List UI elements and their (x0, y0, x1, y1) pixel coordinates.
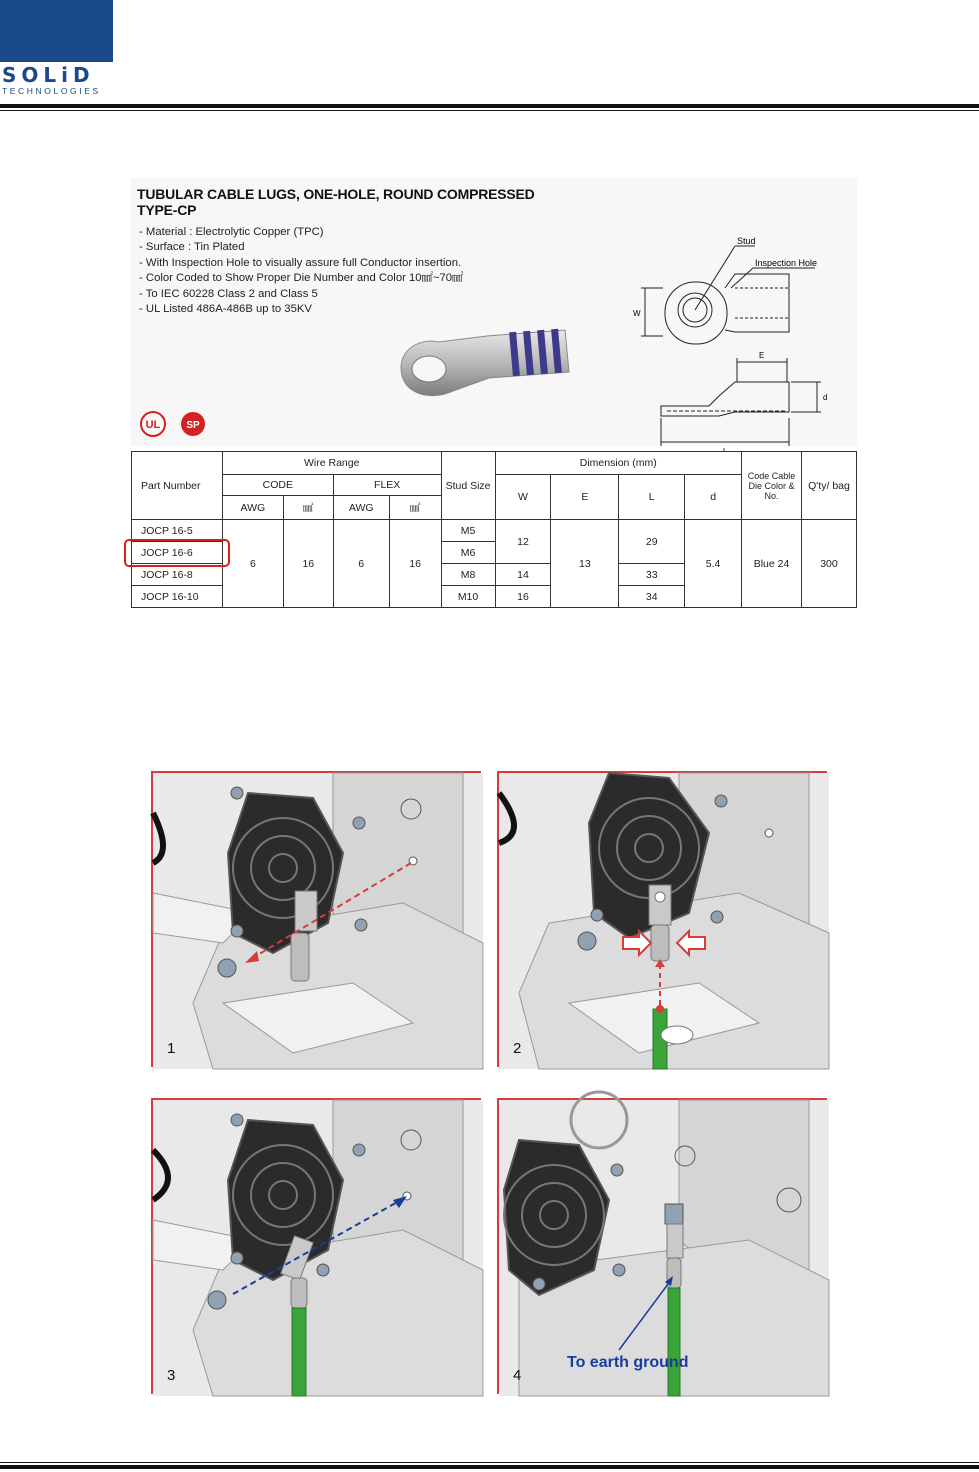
label-stud: Stud (737, 236, 756, 246)
header-l: L (619, 475, 685, 520)
header-d: d (685, 475, 742, 520)
feature-item: - Color Coded to Show Proper Die Number and Color 10㎟~70㎟ (139, 271, 463, 286)
die-color-cell: Blue 24 (742, 520, 802, 608)
w-cell: 12 (495, 520, 551, 564)
csa-mark (179, 410, 207, 438)
table-row (132, 520, 857, 542)
l-cell: 29 (619, 520, 685, 564)
cable-lug-catalog (131, 178, 857, 446)
step-number: 4 (513, 1367, 522, 1384)
part-number-cell: JOCP 16-8 (132, 564, 223, 586)
e-cell: 13 (551, 520, 619, 608)
label-e: E (759, 351, 765, 360)
header-flex: FLEX (333, 475, 441, 496)
lug-dimension-drawing (627, 206, 857, 436)
code-awg-cell: 6 (222, 520, 283, 608)
step-2-illustration (499, 773, 829, 1069)
cable-lug-photo (393, 326, 573, 404)
earth-ground-label: To earth ground (567, 1354, 689, 1371)
footer-rule-thin (0, 1462, 979, 1463)
l-cell: 33 (619, 564, 685, 586)
header-w: W (495, 475, 551, 520)
header-rule (0, 104, 979, 108)
d-cell: 5.4 (685, 520, 742, 608)
feature-item: - Material : Electrolytic Copper (TPC) (139, 225, 463, 240)
step-number: 3 (167, 1367, 176, 1384)
logo-subtext: TECHNOLOGIES (2, 86, 101, 96)
header-wire-range: Wire Range (222, 452, 441, 475)
part-number-cell: JOCP 16-5 (132, 520, 223, 542)
step-number: 1 (167, 1040, 176, 1057)
label-w: W (633, 309, 641, 318)
header-stud-size: Stud Size (441, 452, 495, 520)
catalog-title-line1: TUBULAR CABLE LUGS, ONE-HOLE, ROUND COMPRESSED (137, 186, 535, 202)
step-4-illustration (499, 1100, 829, 1396)
stud-size-cell: M6 (441, 542, 495, 564)
step-3-panel (151, 1098, 481, 1394)
feature-item: - To IEC 60228 Class 2 and Class 5 (139, 287, 463, 302)
header-die-color: Code Cable Die Color & No. (742, 452, 802, 520)
header-part-number: Part Number (132, 452, 223, 520)
label-d: d (823, 393, 828, 402)
header-e: E (551, 475, 619, 520)
svg-text:SP: SP (186, 420, 200, 431)
step-2-panel (497, 771, 827, 1067)
qty-cell: 300 (801, 520, 856, 608)
selected-part-highlight (124, 539, 230, 567)
header-dimension: Dimension (mm) (495, 452, 742, 475)
header-code-mm2: ㎟ (283, 496, 333, 520)
footer-rule (0, 1465, 979, 1469)
stud-size-cell: M5 (441, 520, 495, 542)
lug-spec-table (131, 451, 857, 608)
feature-item: - UL Listed 486A-486B up to 35KV (139, 302, 463, 317)
company-logo (0, 0, 113, 98)
catalog-title (137, 186, 535, 218)
step-1-illustration (153, 773, 483, 1069)
header-flex-awg: AWG (333, 496, 389, 520)
catalog-title-line2: TYPE-CP (137, 202, 197, 218)
logo-block (0, 0, 113, 62)
label-inspection-hole: Inspection Hole (755, 258, 818, 268)
code-mm2-cell: 16 (283, 520, 333, 608)
feature-list (139, 225, 463, 317)
feature-item: - With Inspection Hole to visually assure full Conductor insertion. (139, 256, 463, 271)
header-code: CODE (222, 475, 333, 496)
header-qty-bag: Q'ty/ bag (801, 452, 856, 520)
step-3-illustration (153, 1100, 483, 1396)
stud-size-cell: M10 (441, 586, 495, 608)
step-1-panel (151, 771, 481, 1067)
step-4-panel (497, 1098, 827, 1394)
step-number: 2 (513, 1040, 522, 1057)
flex-mm2-cell: 16 (389, 520, 441, 608)
header-code-awg: AWG (222, 496, 283, 520)
part-number-cell: JOCP 16-6 (132, 542, 223, 564)
flex-awg-cell: 6 (333, 520, 389, 608)
feature-item: - Surface : Tin Plated (139, 240, 463, 255)
w-cell: 14 (495, 564, 551, 586)
l-cell: 34 (619, 586, 685, 608)
ul-listed-mark (139, 410, 167, 438)
part-number-cell: JOCP 16-10 (132, 586, 223, 608)
header-flex-mm2: ㎟ (389, 496, 441, 520)
w-cell: 16 (495, 586, 551, 608)
header-rule-thin (0, 110, 979, 111)
stud-size-cell: M8 (441, 564, 495, 586)
logo-wordmark: SOLiD (2, 63, 95, 87)
svg-text:UL: UL (145, 419, 161, 431)
